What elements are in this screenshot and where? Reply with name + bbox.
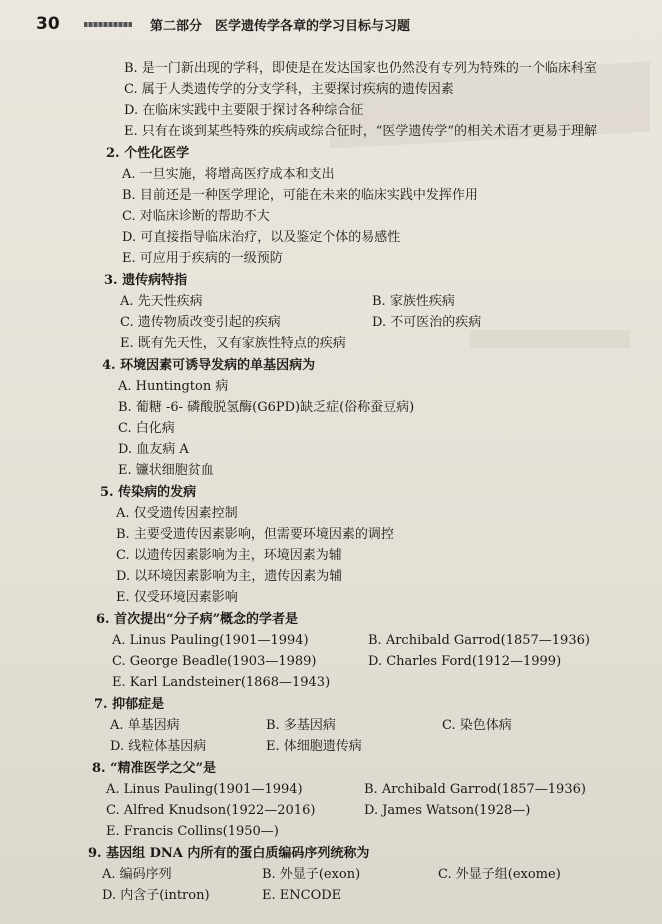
option-line: E. 只有在谈到某些特殊的疾病或综合征时，“医学遗传学”的相关术语才更易于理解 (124, 124, 598, 139)
option-line: B. Archibald Garrod(1857—1936) (368, 633, 590, 648)
option-line: E. 镰状细胞贫血 (118, 463, 214, 478)
option-line: C. Alfred Knudson(1922—2016) (106, 803, 316, 818)
option-line: E. 可应用于疾病的一级预防 (122, 251, 283, 266)
question-line: 8. “精准医学之父”是 (92, 761, 217, 776)
option-line: C. George Beadle(1903—1989) (112, 654, 317, 669)
option-line: D. 内含子(intron) (102, 888, 210, 903)
option-line: B. Archibald Garrod(1857—1936) (364, 782, 586, 797)
option-line: A. Huntington 病 (118, 379, 229, 394)
option-line: E. 既有先天性，又有家族性特点的疾病 (120, 336, 346, 351)
option-line: B. 葡糖 -6- 磷酸脱氢酶(G6PD)缺乏症(俗称蚕豆病) (118, 400, 415, 415)
option-line: A. Linus Pauling(1901—1994) (106, 782, 303, 797)
option-line: A. 一旦实施，将增高医疗成本和支出 (122, 167, 335, 182)
option-line: A. 先天性疾病 (120, 294, 203, 309)
option-line: C. 遗传物质改变引起的疾病 (120, 315, 281, 330)
question-line: 5. 传染病的发病 (100, 485, 197, 500)
question-line: 3. 遗传病特指 (104, 273, 188, 288)
option-line: A. 单基因病 (110, 718, 180, 733)
option-line: B. 外显子(exon) (262, 867, 361, 882)
option-line: B. 目前还是一种医学理论，可能在未来的临床实践中发挥作用 (122, 188, 478, 203)
option-line: B. 是一门新出现的学科，即使是在发达国家也仍然没有专列为特殊的一个临床科室 (124, 61, 597, 76)
option-line: D. 在临床实践中主要限于探讨各种综合征 (124, 103, 364, 118)
option-line: C. 对临床诊断的帮助不大 (122, 209, 270, 224)
option-line: C. 染色体病 (442, 718, 512, 733)
option-line: C. 白化病 (118, 421, 175, 436)
option-line: D. 以环境因素影响为主，遗传因素为辅 (116, 569, 343, 584)
option-line: A. 编码序列 (102, 867, 172, 882)
option-line: D. 可直接指导临床治疗，以及鉴定个体的易感性 (122, 230, 401, 245)
question-line: 7. 抑郁症是 (94, 697, 165, 712)
question-line: 2. 个性化医学 (106, 146, 190, 161)
page-number: 30 (36, 14, 60, 34)
option-line: C. 外显子组(exome) (438, 867, 561, 882)
option-line: D. James Watson(1928—) (364, 803, 531, 818)
option-line: B. 家族性疾病 (372, 294, 455, 309)
option-line: D. 血友病 A (118, 442, 189, 457)
option-line: A. 仅受遗传因素控制 (116, 506, 238, 521)
option-line: A. Linus Pauling(1901—1994) (112, 633, 309, 648)
option-line: E. 仅受环境因素影响 (116, 590, 238, 605)
option-line: E. ENCODE (262, 888, 342, 903)
option-line: C. 以遗传因素影响为主，环境因素为辅 (116, 548, 342, 563)
question-line: 4. 环境因素可诱导发病的单基因病为 (102, 358, 316, 373)
option-line: E. 体细胞遗传病 (266, 739, 362, 754)
running-head: 第二部分 医学遗传学各章的学习目标与习题 (150, 19, 411, 34)
option-line: D. 线粒体基因病 (110, 739, 207, 754)
option-line: D. Charles Ford(1912—1999) (368, 654, 562, 669)
question-line: 9. 基因组 DNA 内所有的蛋白质编码序列统称为 (88, 846, 370, 861)
option-line: B. 主要受遗传因素影响，但需要环境因素的调控 (116, 527, 394, 542)
option-line: E. Francis Collins(1950—) (106, 824, 279, 839)
question-line: 6. 首次提出“分子病”概念的学者是 (96, 612, 299, 627)
option-line: E. Karl Landsteiner(1868—1943) (112, 675, 331, 690)
option-line: D. 不可医治的疾病 (372, 315, 482, 330)
option-line: C. 属于人类遗传学的分支学科，主要探讨疾病的遗传因素 (124, 82, 454, 97)
option-line: B. 多基因病 (266, 718, 336, 733)
